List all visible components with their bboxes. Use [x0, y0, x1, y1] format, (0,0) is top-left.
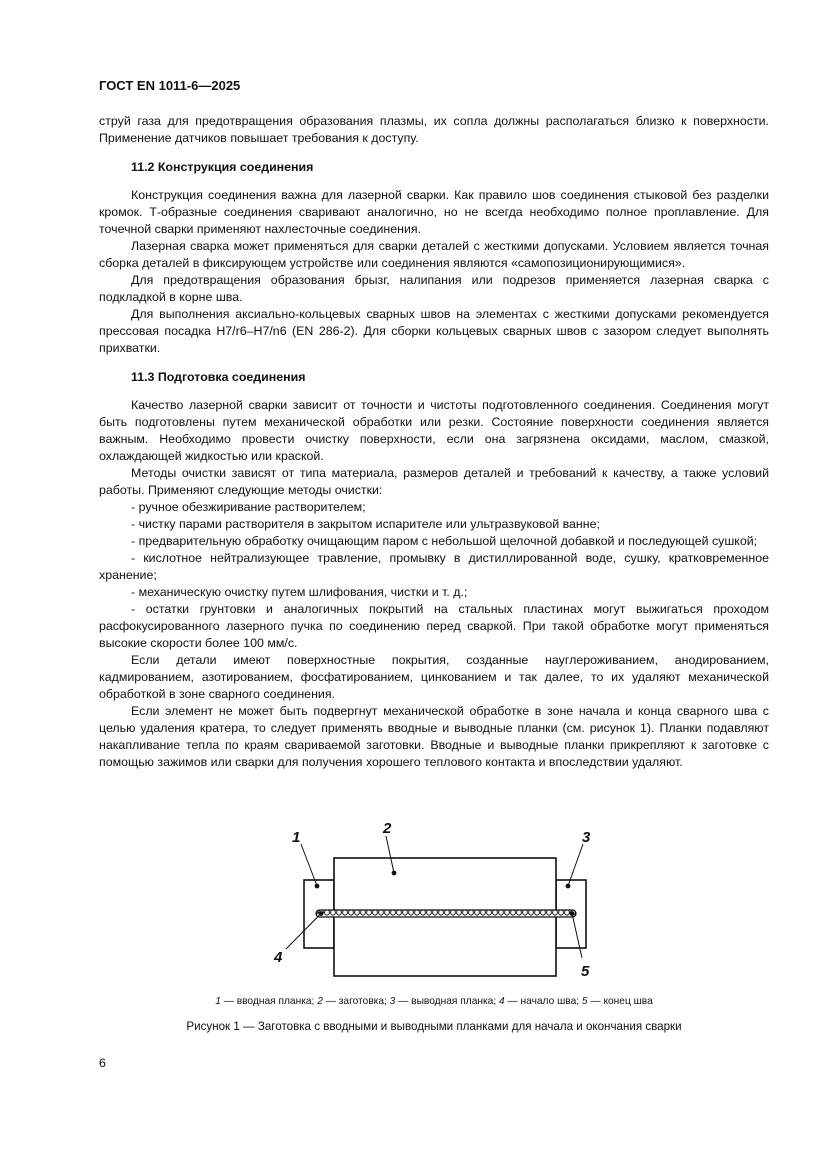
legend-num: 2 [317, 996, 323, 1007]
legend-text: — вводная планка; [220, 996, 318, 1007]
legend-num: 5 [581, 996, 588, 1007]
legend-text: — начало шва; [504, 996, 582, 1007]
list-item: - чистку парами растворителя в закрытом испарителе или ультразвуковой ванне; [131, 517, 600, 531]
weld-seam [316, 910, 576, 917]
legend-num: 1 [215, 996, 221, 1007]
label-3: 3 [582, 829, 591, 846]
figure-legend [99, 996, 769, 1007]
paragraph: Качество лазерной сварки зависит от точности и чистоты подготовленного соединения. Соединения могут быть подготовлены путем механической обработки или резки. Состояние поверхности соединения является важным. Необходимо провести очистку поверхности, если она загрязнена оксидами, маслом, смазкой, охлаждающей жидкостью или краской. [99, 398, 769, 463]
workpiece-diagram [270, 818, 610, 986]
paragraph: Методы очистки зависят от типа материала, размеров деталей и требований к качеству, а также условий работы. Применяют следующие методы очистки: [99, 466, 769, 497]
figure-caption: Рисунок 1 — Заготовка с вводными и выводными планками для начала и окончания сварки [186, 1020, 682, 1033]
paragraph: Если элемент не может быть подвергнут механической обработке в зоне начала и конца сварного шва с целью удаления кратера, то следует применять вводные и выводные планки (см. рисунок 1). Планки подавляют накапливание тепла по краям свариваемой заготовки. Вводные и выводные планки прикрепляют к заготовке с помощью зажимов или сварки для получения хорошего теплового контакта и впоследствии удаляют. [99, 704, 769, 769]
label-2: 2 [383, 820, 392, 837]
section-heading-11-3: 11.3 Подготовка соединения [131, 370, 306, 384]
page-number: 6 [99, 1056, 106, 1070]
label-5: 5 [581, 963, 590, 980]
legend-num: 3 [389, 996, 396, 1007]
list-item: - предварительную обработку очищающим паром с небольшой щелочной добавкой и последующей сушкой; [131, 534, 758, 548]
label-1: 1 [292, 829, 301, 846]
paragraph: Для предотвращения образования брызг, налипания или подрезов применяется лазерная сварка с подкладкой в корне шва. [99, 273, 769, 304]
paragraph: струй газа для предотвращения образования плазмы, их сопла должны располагаться близко к поверхности. Применение датчиков повышает требования к доступу. [99, 114, 769, 145]
main-text [99, 113, 769, 771]
legend-text: — конец шва [587, 996, 653, 1007]
label-4: 4 [274, 949, 283, 966]
paragraph: Конструкция соединения важна для лазерной сварки. Как правило шов соединения стыковой без разделки кромок. Т-образные соединения сваривают аналогично, но не всегда необходимо полное проплавление. Для точечной сварки применяют нахлесточные соединения. [99, 188, 769, 236]
figure-1 [270, 818, 610, 986]
document-header: ГОСТ EN 1011-6—2025 [99, 78, 241, 93]
legend-text: — заготовка; [322, 996, 390, 1007]
paragraph: Если детали имеют поверхностные покрытия, созданные науглероживанием, анодированием, кадмированием, азотированием, фосфатированием, цинкованием и так далее, то их удаляют механической обработкой в зоне сварного соединения. [99, 653, 769, 701]
section-heading-11-2: 11.2 Конструкция соединения [131, 160, 314, 174]
legend-num: 4 [499, 996, 505, 1007]
paragraph: Для выполнения аксиально-кольцевых сварных швов на элементах с жесткими допусками рекомендуется прессовая посадка H7/r6–H7/n6 (EN 286-2). Для сборки кольцевых сварных швов с зазором следует выполнять прихватки. [99, 307, 769, 355]
list-item: - механическую очистку путем шлифования, чистки и т. д.; [131, 585, 468, 599]
list-item: - ручное обезжиривание растворителем; [131, 500, 366, 514]
paragraph: Лазерная сварка может применяться для сварки деталей с жесткими допусками. Условием является точная сборка деталей в фиксирующем устройстве или соединения являются «самопозиционирующимися». [99, 239, 769, 270]
legend-text: — выводная планка; [395, 996, 499, 1007]
list-item: - остатки грунтовки и аналогичных покрытий на стальных пластинах могут выжигаться проходом расфокусированного лазерного пучка по соединению перед сваркой. При такой обработке могут применяться высокие скорости более 100 мм/с. [99, 602, 769, 650]
list-item: - кислотное нейтрализующее травление, промывку в дистиллированной воде, сушку, кратковременное хранение; [99, 551, 769, 582]
